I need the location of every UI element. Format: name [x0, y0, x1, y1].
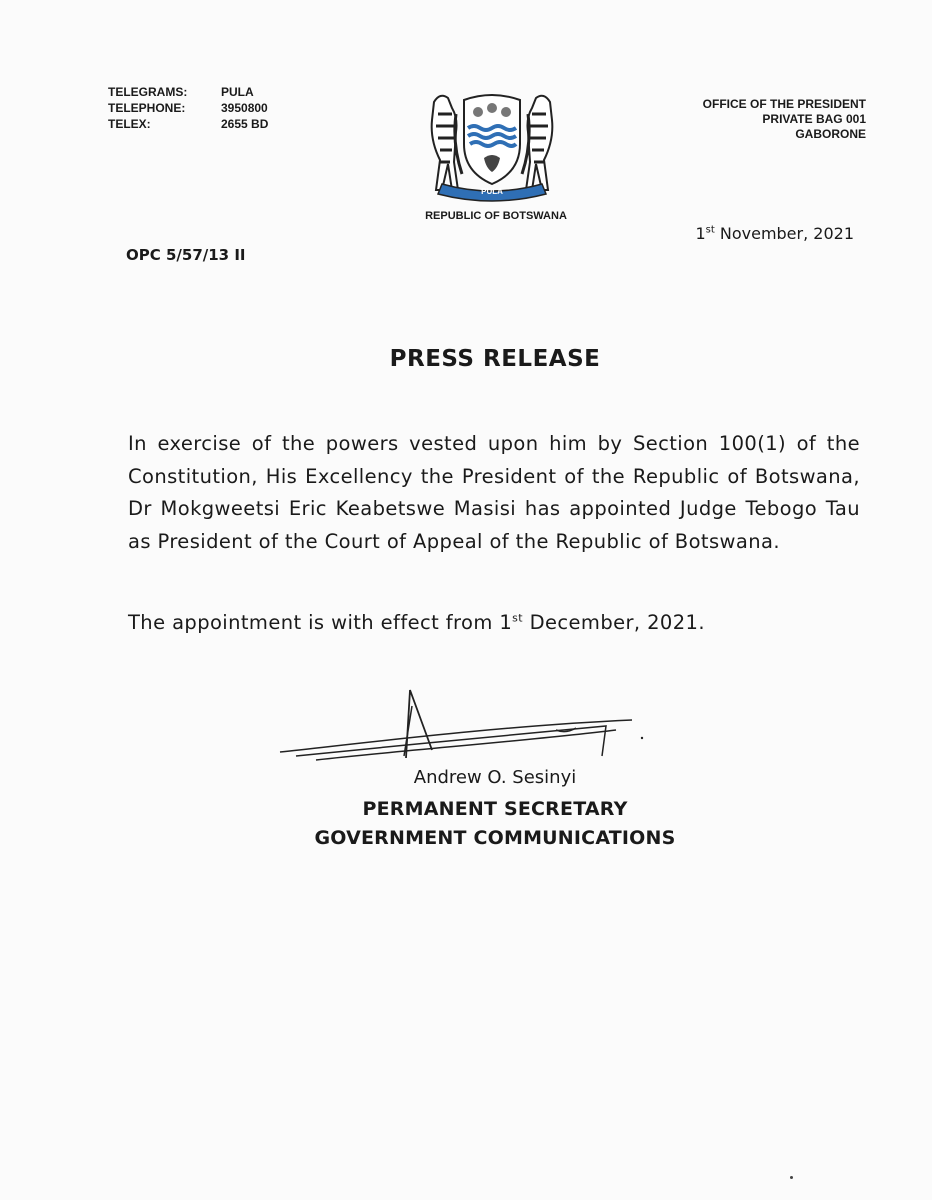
effect-rest: December, 2021. — [523, 611, 705, 634]
scan-speck — [790, 1176, 793, 1179]
address-line: PRIVATE BAG 001 — [762, 112, 866, 126]
page-title: PRESS RELEASE — [389, 346, 601, 372]
contact-value: 3950800 — [221, 101, 268, 115]
contact-row — [108, 100, 268, 116]
reference-number: OPC 5/57/13 II — [126, 246, 246, 264]
contact-details — [108, 84, 268, 132]
crest-motto: PULA — [481, 187, 503, 196]
contact-value: PULA — [221, 85, 254, 99]
crest-caption: REPUBLIC OF BOTSWANA — [425, 210, 567, 222]
effect-suffix: st — [512, 611, 523, 625]
office-address — [703, 97, 866, 142]
date-rest: November, 2021 — [714, 224, 854, 243]
effective-date-paragraph — [128, 611, 705, 634]
effect-prefix: The appointment is with effect from 1 — [128, 611, 513, 634]
address-line: OFFICE OF THE PRESIDENT — [702, 97, 866, 111]
contact-row — [108, 84, 268, 100]
contact-label: TELEX: — [108, 117, 151, 131]
address-line: GABORONE — [795, 127, 866, 141]
release-date — [695, 224, 854, 243]
signature-icon — [276, 686, 652, 770]
date-day: 1 — [695, 224, 706, 243]
contact-value: 2655 BD — [221, 117, 269, 131]
signatory-department: GOVERNMENT COMMUNICATIONS — [314, 827, 676, 849]
signatory-name: Andrew O. Sesinyi — [413, 767, 577, 788]
contact-row — [108, 116, 268, 132]
body-paragraph: In exercise of the powers vested upon him by Section 100(1) of the Constitution, His Excellency the President of the Republic of Botswana, Dr Mokgweetsi Eric Keabetswe Masisi has appointed Judge Tebogo Tau as President of the Court of Appeal of the Republic of Botswana. — [128, 432, 860, 553]
signatory-title: PERMANENT SECRETARY — [362, 798, 628, 820]
contact-label: TELEPHONE: — [108, 101, 186, 115]
coat-of-arms-icon — [412, 84, 572, 204]
shield-icon — [464, 95, 520, 184]
date-suffix: st — [705, 224, 715, 236]
contact-label: TELEGRAMS: — [108, 85, 188, 99]
